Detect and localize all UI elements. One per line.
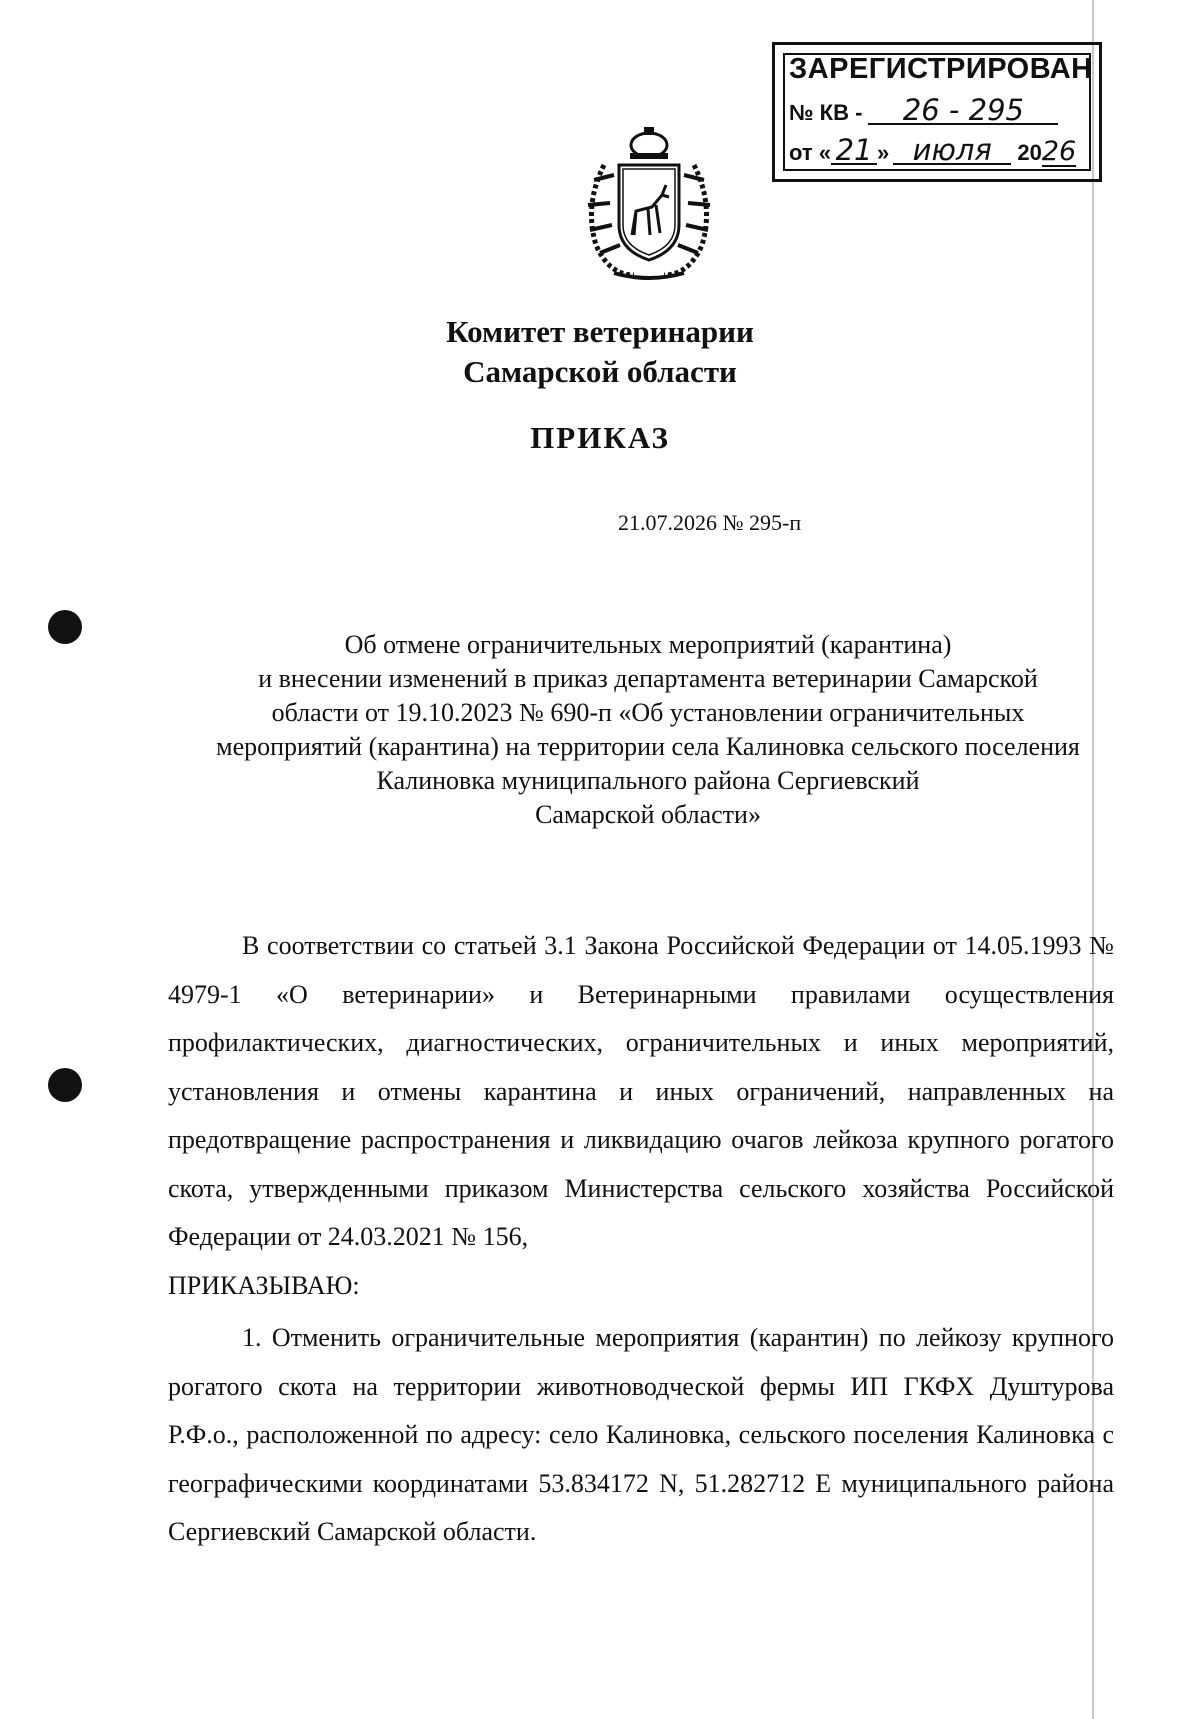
registration-stamp <box>772 42 1102 182</box>
preamble-paragraph: В соответствии со статьей 3.1 Закона Российской Федерации от 14.05.1993 № 4979-1 «О ветеринарии» и Ветеринарными правилами осуществления профилактических, диагностических, ограничительных и иных мероприятий, установления и отмены карантина и иных ограничений, направленных на предотвращение распространения и ликвидацию очагов лейкоза крупного рогатого скота, утвержденными приказом Министерства сельского хозяйства Российской Федерации от 24.03.2021 № 156, <box>168 931 1114 1251</box>
subject-line: и внесении изменений в приказ департамента ветеринарии Самарской <box>258 664 1038 693</box>
punch-hole-mark <box>48 610 82 644</box>
subject-line: Об отмене ограничительных мероприятий (карантина) <box>344 630 952 659</box>
order-keyword: ПРИКАЗЫВАЮ: <box>168 1270 360 1300</box>
subject-line: мероприятий (карантина) на территории села Калиновка сельского поселения <box>216 732 1080 761</box>
stamp-date-row <box>789 133 1077 167</box>
stamp-title: ЗАРЕГИСТРИРОВАН <box>789 53 1093 85</box>
stamp-date-day: 21 <box>831 137 877 165</box>
document-type: ПРИКАЗ <box>530 420 670 455</box>
subject-line: области от 19.10.2023 № 690-п «Об установлении ограничительных <box>271 698 1025 727</box>
order-body <box>168 922 1114 1557</box>
document-date-number: 21.07.2026 № 295-п <box>618 510 802 535</box>
stamp-number-value: 26 - 295 <box>868 97 1058 125</box>
order-item-1: 1. Отменить ограничительные мероприятия (карантин) по лейкозу крупного рогатого скота на территории животноводческой фермы ИП ГКФХ Душтурова Р.Ф.о., расположенной по адресу: село Калиновка, сельского поселения Калиновка с географическими координатами 53.834172 N, 51.282712 E муниципального района Сергиевский Самарской области. <box>168 1323 1114 1546</box>
organization-name <box>0 312 1200 392</box>
org-name-line2: Самарской области <box>463 354 737 389</box>
stamp-date-year-printed: 20 <box>1017 140 1042 165</box>
stamp-date-year-hand: 26 <box>1041 136 1077 167</box>
punch-hole-mark <box>48 1068 82 1102</box>
stamp-number-label: № КВ - <box>789 100 863 125</box>
subject-line: Калиновка муниципального района Сергиевский <box>376 766 920 795</box>
stamp-date-mid: » <box>877 140 890 165</box>
order-subject <box>168 628 1128 832</box>
samara-region-coat-of-arms-icon <box>574 125 724 285</box>
stamp-date-month: июля <box>893 137 1011 165</box>
stamp-number-row <box>789 93 1058 127</box>
org-name-line1: Комитет ветеринарии <box>446 314 754 349</box>
subject-line: Самарской области» <box>535 800 761 829</box>
stamp-date-prefix: от « <box>789 140 832 165</box>
